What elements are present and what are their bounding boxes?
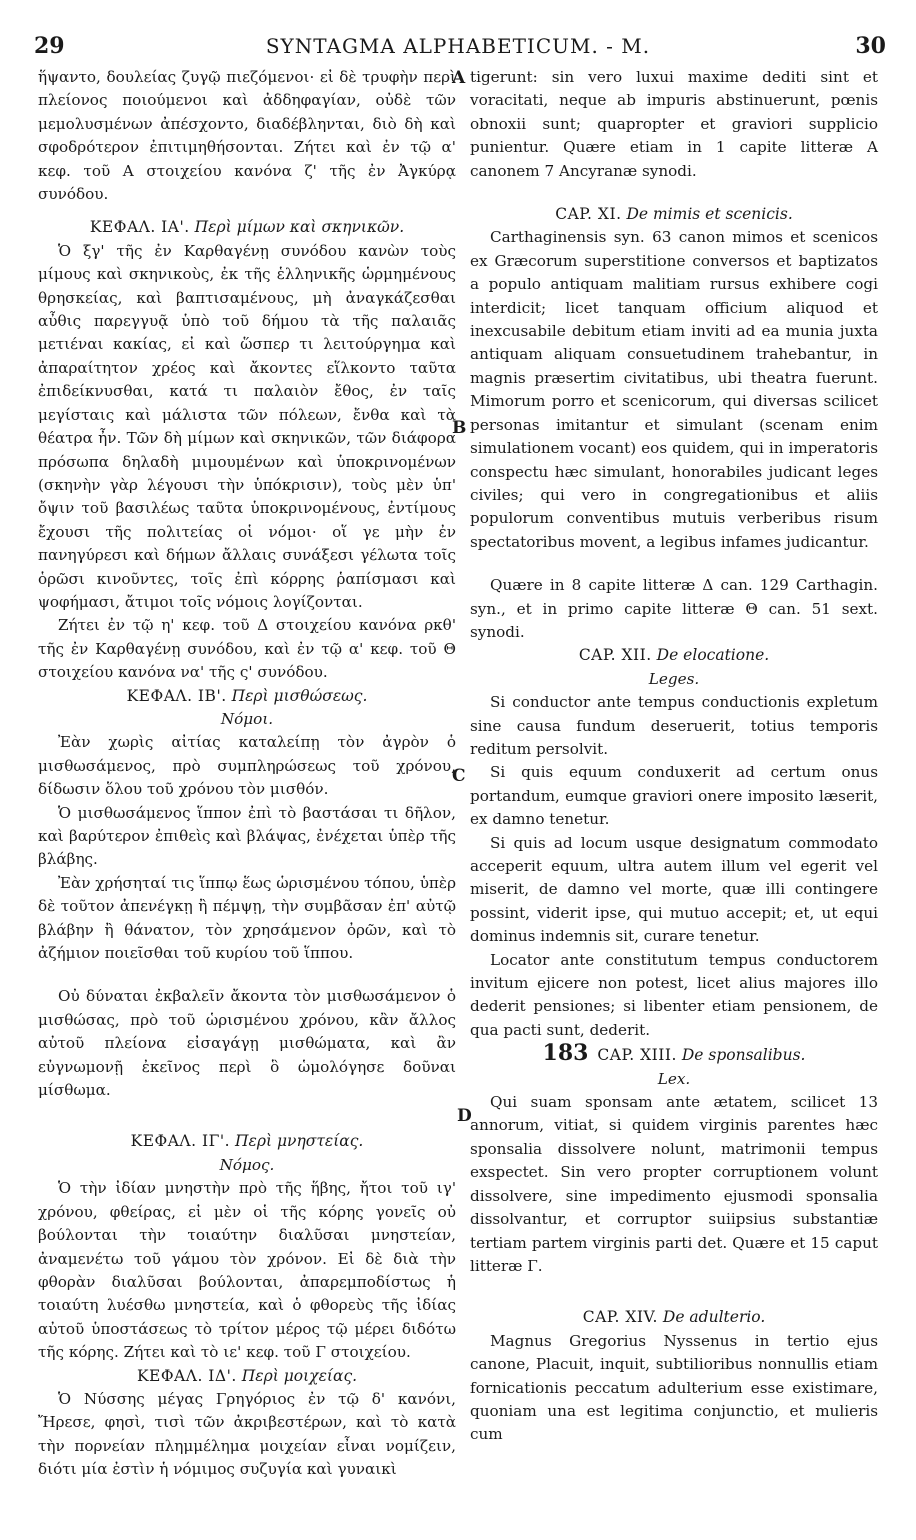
greek-chapter-11-reference: Ζήτει ἐν τῷ η' κεφ. τοῦ Δ στοιχείου κανόνα ρκθ' τῆς ἐν Καρθαγένῃ συνόδου, καὶ ἐν τῷ α' κεφ. τοῦ Θ στοιχείου κανόνα να' τῆς ς' συνόδου. — [38, 616, 456, 682]
greek-chapter-11-title: Περὶ μίμων καὶ σκηνικῶν. — [194, 218, 405, 237]
latin-law-4: Locator ante constitutum tempus conductorem invitum ejicere non potest, licet alius majores illo dederit pensiones; si libenter etiam pensionem, de qua pacti sunt, dederit. — [470, 950, 878, 1039]
greek-chapter-11-label: ΚΕΦΑΛ. ΙΑ'. — [89, 218, 190, 237]
latin-chapter-11-heading — [470, 203, 878, 226]
running-title: SYNTAGMA ALPHABETICUM. - M. — [265, 34, 651, 58]
greek-intro-paragraph: ἥψαντο, δουλείας ζυγῷ πιεζόμενοι· εἰ δὲ τρυφὴν περὶ πλείονος ποιούμενοι καὶ ἀδδηφαγίαν, οὐδὲ τῶν μεμολυσμένων ἀπέσχοντο, διαδέβληνται, διὸ δὴ καὶ σφοδρότερον ἐπιτιμηθήσονται. Ζήτει καὶ ἐν τῷ α' κεφ. τοῦ Α στοιχείου κανόνα ζ' τῆς ἐν Ἀγκύρᾳ συνόδου. — [38, 68, 456, 204]
greek-law-3: Ἐὰν χρήσηταί τις ἵππῳ ἕως ὡρισμένου τόπου, ὑπὲρ δὲ τοῦτον ἀπενέγκῃ ἢ πέμψῃ, τὴν συμβᾶσαν ἐπ' αὐτῷ βλάβην ἢ θάνατον, τὸν χρησάμενον ὀρῶν, καὶ τὸ ἀζήμιον ποιεῖσθαι τοῦ κυρίου τοῦ ἵππου. — [38, 873, 456, 963]
greek-chapter-14-text: Ὁ Νύσσης μέγας Γρηγόριος ἐν τῷ δ' κανόνι, Ἤρεσε, φησὶ, τισὶ τῶν ἀκριβεστέρων, καὶ τὸ κατὰ τὴν πορνείαν πλημμέλημα μοιχείαν εἶναι νομίζειν, διότι μία ἐστὶν ἡ νόμιμος συζυγία καὶ γυναικὶ — [38, 1389, 456, 1479]
latin-chapter-11-label: CAP. XI. — [555, 205, 622, 224]
greek-chapter-11-text: Ὁ ξγ' τῆς ἐν Καρθαγένῃ συνόδου κανὼν τοὺς μίμους καὶ σκηνικοὺς, ἐκ τῆς ἑλληνικῆς ὡρμημένους θρησκείας, καὶ βαπτισαμένους, μὴ ἀναγκάζεσθαι αὖθις παρεγγυᾷ ὑπὸ τοῦ δήμου τὰ τῆς παλαιᾶς μετιέναι κακίας, εἰ καὶ ὥσπερ τι λειτούργημα καὶ ἀπαραίτητον χρέος καὶ ἄκοντες εἵλκοντο ταῦτα ἐπιδείκνυσθαι, κατά τι παλαιὸν ἔθος, ἐν ταῖς μεγίσταις καὶ μάλιστα τῶν πόλεων, ἔνθα καὶ τὰ θέατρα ἦν. Τῶν δὴ μίμων καὶ σκηνικῶν, τῶν διάφορα πρόσωπα δηλαδὴ μιμουμένων καὶ ὑποκρινομένων (σκηνὴν γὰρ λέγουσι τὴν ὑπόκρισιν), τοὺς μὲν ὑπ' ὄψιν τοῦ βασιλέως ταῦτα ὑποκρινομένους, ἐντίμους ἔχουσι τῆς πολιτείας οἱ νόμοι· οἵ γε μὴν ἐν πανηγύρεσι καὶ δήμων ἄλλαις συνάξεσι γέλωτα τοῖς ὁρῶσι κινοῦντες, τοῖς ἐπὶ κόρρης ῥαπίσμασι καὶ ψοφήμασι, ἄτιμοι τοῖς νόμοις λογίζονται. — [38, 241, 456, 611]
greek-chapter-14-title: Περὶ μοιχείας. — [241, 1366, 358, 1385]
latin-column — [470, 66, 878, 1447]
margin-letter-d: D — [457, 1106, 472, 1126]
latin-chapter-13-title: De sponsalibus. — [681, 1046, 806, 1065]
greek-chapter-12-subheading: Νόμοι. — [220, 709, 274, 728]
running-header — [30, 33, 886, 63]
latin-chapter-12-title: De elocatione. — [656, 646, 770, 665]
greek-chapter-13-title: Περὶ μνηστείας. — [235, 1132, 364, 1151]
latin-chapter-11-text: Carthaginensis syn. 63 canon mimos et scenicos ex Græcorum superstitione conversos et baptizatos a populo antiquam malitiam rursus exhibere cogi interdicit; licet tanquam officium aliquod et inexcusabile debitum etiam inviti ad ea munia juxta antiquam aliquam consuetudinem trahebantur, in magnis præsertim civitatibus, ubi theatra fuerunt. Mimorum porro et scenicorum, qui diversas scilicet personas imitantur et simulant (scenam enim simulationem vocant) eos quidem, qui in imperatoris conspectu hæc simulant, honorabiles judicant leges civiles; qui vero in congregationibus et aliis populorum conventibus mutuis verberibus risum spectatoribus movent, a legibus infames judicantur. — [470, 228, 878, 551]
greek-chapter-11-heading — [38, 216, 456, 239]
greek-chapter-14-label: ΚΕΦΑΛ. ΙΔ'. — [136, 1366, 237, 1385]
latin-chapter-13-heading — [470, 1042, 878, 1067]
latin-chapter-11-title: De mimis et scenicis. — [626, 205, 793, 224]
page-number-left: 29 — [34, 33, 65, 59]
greek-chapter-13-heading — [38, 1130, 456, 1153]
margin-letter-a: A — [452, 68, 466, 88]
latin-chapter-13-text: Qui suam sponsam ante ætatem, scilicet 13 annorum, vitiat, si quidem virginis parentes hæc sponsalia dissolvere nolunt, matrimonii tempus exspectet. Sin vero propter corruptionem volunt dissolvere, sine impedimento ejusmodi sponsalia dissolvantur, et corruptor suiipsius substantiæ tertiam partem virginis parti det. Quære et 15 caput litteræ Γ. — [470, 1093, 878, 1275]
greek-law-2: Ὁ μισθωσάμενος ἵππον ἐπὶ τὸ βαστάσαι τι δῆλον, καὶ βαρύτερον ἐπιθεὶς καὶ βλάψας, ἐνέχεται ὑπὲρ τῆς βλάβης. — [38, 803, 456, 869]
latin-chapter-14-label: CAP. XIV. — [582, 1308, 658, 1327]
margin-letter-b: B — [452, 418, 467, 438]
latin-chapter-14-text: Magnus Gregorius Nyssenus in tertio ejus canone, Placuit, inquit, subtilioribus nonnullis etiam fornicationis peccatum adulterium esse existimare, quoniam una est legitima conjunctio, et mulieris cum — [470, 1331, 878, 1444]
greek-law-4: Οὐ δύναται ἐκβαλεῖν ἄκοντα τὸν μισθωσάμενον ὁ μισθώσας, πρὸ τοῦ ὡρισμένου χρόνου, κἂν ἄλλος αὐτοῦ πλείονα εἰσαγάγῃ μισθώματα, καὶ ἂν εὐγνωμονῇ ἐκεῖνος περὶ ὃ ὡμολόγησε δοῦναι μίσθωμα. — [38, 987, 456, 1100]
latin-chapter-12-heading — [470, 644, 878, 667]
margin-letter-c: C — [452, 766, 466, 786]
latin-law-1: Si conductor ante tempus conductionis expletum sine causa fundum deseruerit, totius temporis reditum persolvit. — [470, 693, 878, 758]
latin-chapter-11-reference: Quære in 8 capite litteræ Δ can. 129 Carthagin. syn., et in primo capite litteræ Θ can. 51 sext. synodi. — [470, 576, 878, 641]
greek-chapter-12-title: Περὶ μισθώσεως. — [231, 686, 368, 705]
latin-chapter-13-subheading: Lex. — [657, 1069, 691, 1088]
greek-chapter-14-heading — [38, 1365, 456, 1388]
greek-chapter-13-label: ΚΕΦΑΛ. ΙΓ'. — [130, 1132, 231, 1151]
latin-intro-paragraph: tigerunt: sin vero luxui maxime dediti sint et voracitati, neque ab impuris abstinuerunt, pœnis obnoxii sunt; quapropter et graviori supplicio punientur. Quære etiam in 1 capite litteræ A canonem 7 Ancyranæ synodi. — [470, 68, 878, 180]
latin-chapter-14-title: De adulterio. — [662, 1308, 766, 1327]
greek-chapter-13-subheading: Νόμος. — [219, 1155, 275, 1174]
greek-chapter-13-text: Ὁ τὴν ἰδίαν μνηστὴν πρὸ τῆς ἥβης, ἤτοι τοῦ ιγ' χρόνου, φθείρας, εἰ μὲν οἱ τῆς κόρης γονεῖς οὐ βούλονται τὴν τοιαύτην διαλῦσαι μνηστείαν, ἀναμενέτω τοῦ γάμου τὸν χρόνον. Εἰ δὲ διὰ τὴν φθορὰν διαλῦσαι βούλονται, ἀπαρεμποδίστως ἡ τοιαύτη λυέσθω μνηστεία, καὶ ὁ φθορεὺς τῆς ἰδίας αὐτοῦ ὑποστάσεως τὸ τρίτον μέρος τῷ μέρει διδότω τῆς κόρης. Ζήτει καὶ τὸ ιε' κεφ. τοῦ Γ στοιχείου. — [38, 1179, 456, 1362]
latin-chapter-12-label: CAP. XII. — [578, 646, 652, 665]
greek-law-1: Ἐὰν χωρὶς αἰτίας καταλείπῃ τὸν ἀγρὸν ὁ μισθωσάμενος, πρὸ συμπληρώσεως τοῦ χρόνου, δίδωσιν ὅλου τοῦ χρόνου τὸν μισθόν. — [38, 733, 456, 799]
column-number-badge: 183 — [542, 1040, 589, 1067]
latin-chapter-12-subheading: Leges. — [648, 669, 700, 688]
greek-chapter-12-heading — [38, 685, 456, 708]
page-number-right: 30 — [855, 33, 886, 59]
greek-chapter-12-label: ΚΕΦΑΛ. ΙΒ'. — [126, 686, 227, 705]
latin-chapter-13-label: CAP. XIII. — [597, 1046, 677, 1065]
latin-law-2: Si quis equum conduxerit ad certum onus portandum, eumque graviori onere imposito læserit, ex damno tenetur. — [470, 763, 878, 829]
greek-column — [38, 66, 456, 1482]
latin-chapter-14-heading — [470, 1306, 878, 1329]
latin-law-3: Si quis ad locum usque designatum commodato acceperit equum, ultra autem illum vel egerit vel miserit, de damno vel morte, quæ illi contingere possint, viderit ipse, qui mutuo accepit; et, ut equi dominus indemnis sit, curare tenetur. — [470, 833, 878, 946]
